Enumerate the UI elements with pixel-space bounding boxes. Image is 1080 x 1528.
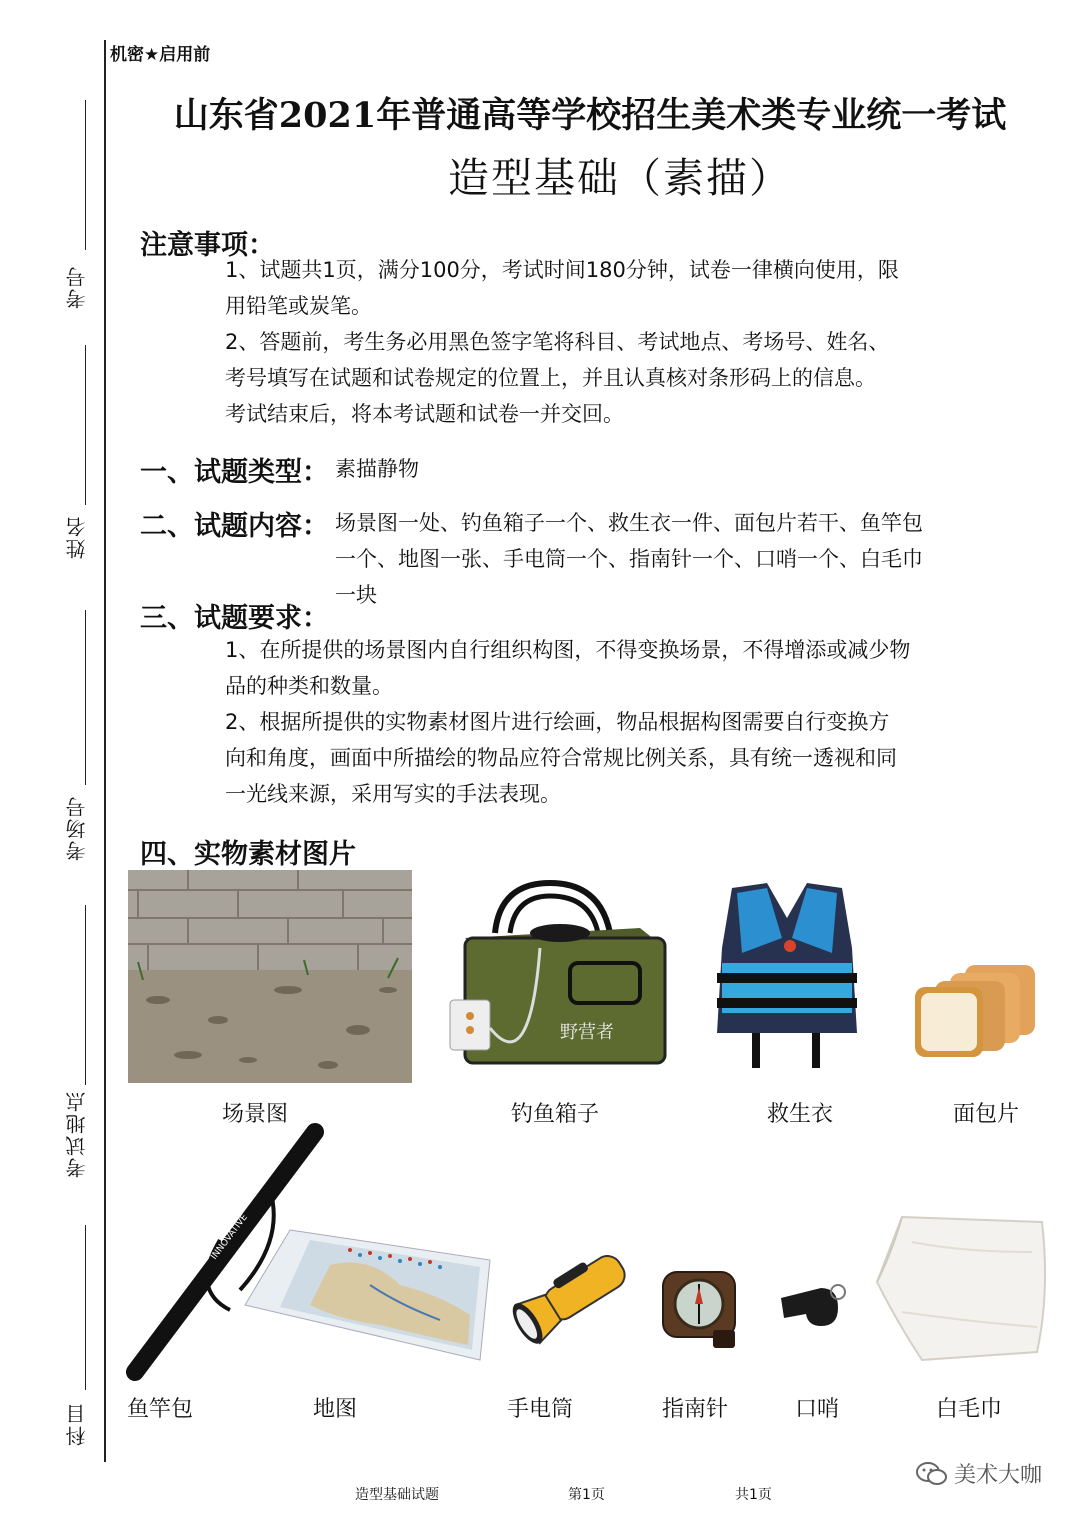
notes-line: 1、试题共1页，满分100分，考试时间180分钟，试卷一律横向使用，限 xyxy=(225,258,899,282)
svg-text:INNOVATIVE: INNOVATIVE xyxy=(209,1212,250,1262)
section1-heading: 一、试题类型： xyxy=(140,457,329,488)
section3-line: 一光线来源，采用写实的手法表现。 xyxy=(225,782,561,806)
notes-heading: 注意事项： xyxy=(140,230,275,261)
flashlight-photo xyxy=(505,1240,635,1355)
caption-whistle: 口哨 xyxy=(794,1397,839,1422)
exam-location-label: 考试地点 xyxy=(65,1090,89,1178)
confidential-mark: 机密★启用前 xyxy=(110,45,211,65)
room-number-blank xyxy=(85,610,86,785)
section3-line: 向和角度，画面中所描绘的物品应符合常规比例关系，具有统一透视和同 xyxy=(225,746,897,770)
section3-body xyxy=(225,632,910,812)
section3-heading: 三、试题要求： xyxy=(140,603,329,634)
caption-life-vest: 救生衣 xyxy=(766,1102,833,1127)
section4-heading: 四、实物素材图片 xyxy=(140,839,356,870)
caption-fishing-box: 钓鱼箱子 xyxy=(510,1102,599,1127)
caption-bread: 面包片 xyxy=(952,1102,1019,1127)
footer-page-total: 共1页 xyxy=(735,1487,772,1503)
compass-photo xyxy=(655,1262,745,1357)
caption-towel: 白毛巾 xyxy=(935,1397,1002,1422)
name-blank xyxy=(85,345,86,505)
caption-map: 地图 xyxy=(312,1397,357,1422)
name-label: 姓名 xyxy=(65,515,89,559)
svg-text:野营者: 野营者 xyxy=(560,1022,614,1043)
watermark-text: 美术大咖 xyxy=(953,1463,1042,1488)
section2-line: 一个、地图一张、手电筒一个、指南针一个、口哨一个、白毛巾 xyxy=(335,547,923,571)
footer-page-number: 第1页 xyxy=(568,1487,605,1503)
watermark xyxy=(916,1458,1042,1489)
caption-compass: 指南针 xyxy=(661,1397,728,1422)
notes-body xyxy=(225,252,899,432)
section3-line: 1、在所提供的场景图内自行组织构图，不得变换场景，不得增添或减少物 xyxy=(225,638,911,662)
exam-title: 山东省2021年普通高等学校招生美术类专业统一考试 xyxy=(173,95,1007,136)
fishing-box-photo xyxy=(440,878,670,1078)
binding-line xyxy=(104,40,106,1462)
exam-number-label: 考号 xyxy=(65,265,89,309)
section2-line: 场景图一处、钓鱼箱子一个、救生衣一件、面包片若干、鱼竿包 xyxy=(335,511,923,535)
exam-location-blank xyxy=(85,905,86,1085)
towel-photo xyxy=(872,1212,1052,1362)
notes-line: 考试结束后，将本考试题和试卷一并交回。 xyxy=(225,402,624,426)
caption-scene: 场景图 xyxy=(221,1102,288,1127)
room-number-label: 考场号 xyxy=(65,795,89,861)
scene-photo xyxy=(128,870,412,1083)
subject-blank xyxy=(85,1225,86,1390)
bread-photo xyxy=(910,955,1040,1065)
notes-line: 考号填写在试题和试卷规定的位置上，并且认真核对条形码上的信息。 xyxy=(225,366,876,390)
section2-heading: 二、试题内容： xyxy=(140,511,329,542)
whistle-photo xyxy=(776,1278,851,1338)
subject-label: 科目 xyxy=(65,1402,89,1446)
section1-content: 素描静物 xyxy=(335,457,419,481)
section2-body xyxy=(335,505,923,613)
section3-line: 2、根据所提供的实物素材图片进行绘画，物品根据构图需要自行变换方 xyxy=(225,710,890,734)
exam-subtitle: 造型基础（素描） xyxy=(448,154,792,202)
caption-rod-bag: 鱼竿包 xyxy=(126,1397,193,1422)
section3-line: 品的种类和数量。 xyxy=(225,674,393,698)
section2-line: 一块 xyxy=(335,583,377,607)
notes-line: 用铅笔或炭笔。 xyxy=(225,294,372,318)
caption-flashlight: 手电筒 xyxy=(506,1397,573,1422)
map-photo xyxy=(240,1225,495,1365)
notes-line: 2、答题前，考生务必用黑色签字笔将科目、考试地点、考场号、姓名、 xyxy=(225,330,890,354)
wechat-icon xyxy=(916,1461,948,1487)
footer-title: 造型基础试题 xyxy=(355,1487,439,1503)
life-vest-photo xyxy=(712,878,862,1070)
